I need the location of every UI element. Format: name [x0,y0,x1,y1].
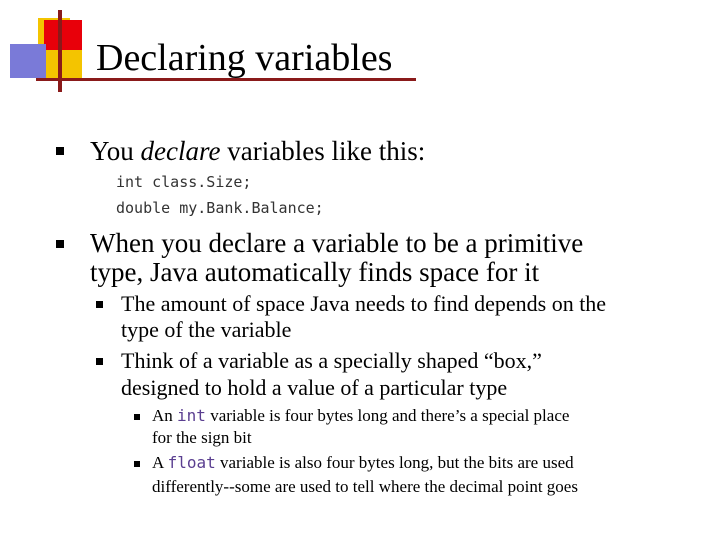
bullet-1-emphasis: declare [140,136,221,166]
sub-bullet-marker [96,358,103,365]
slide-title: Declaring variables [96,37,393,79]
logo-red-square [44,20,82,50]
sub-sub-bullet-1-line-1 [152,405,569,427]
sub-sub-bullet-1-pre: An [152,406,178,425]
sub-sub-bullet-2-line-1 [152,452,574,474]
bullet-marker [56,240,64,248]
keyword-int: int [177,406,206,425]
sub-bullet-marker [96,301,103,308]
sub-sub-bullet-1-line-2: for the sign bit [152,428,252,447]
logo-blue-square [10,44,46,78]
sub-bullet-2-line-2: designed to hold a value of a particular type [121,375,508,400]
bullet-2-line-1: When you declare a variable to be a primitive [90,228,584,258]
bullet-2-line-2: type, Java automatically finds space for it [90,257,540,287]
code-line-2: double my.Bank.Balance; [116,199,324,217]
code-line-1: int class.Size; [116,173,252,191]
bullet-marker [56,147,64,155]
sub-sub-bullet-1-post: variable is four bytes long and there’s a special place [205,406,570,425]
sub-sub-bullet-marker [134,414,140,420]
sub-sub-bullet-2-post: variable is also four bytes long, but the bits are used [215,453,574,472]
sub-bullet-2-line-1: Think of a variable as a specially shaped “box,” [121,348,542,373]
keyword-float: float [167,453,216,472]
sub-bullet-1-line-1: The amount of space Java needs to find depends on the [121,291,607,316]
sub-bullet-1-line-2: type of the variable [121,317,292,342]
logo-yellow-square-lower [46,50,82,80]
sub-sub-bullet-2-line-2: differently--some are used to tell where the decimal point goes [152,477,578,496]
sub-sub-bullet-marker [134,461,140,467]
sub-sub-bullet-2-pre: A [152,453,168,472]
bullet-1-text [90,136,425,167]
bullet-1-post: variables like this: [220,136,426,166]
bullet-1-pre: You [90,136,141,166]
